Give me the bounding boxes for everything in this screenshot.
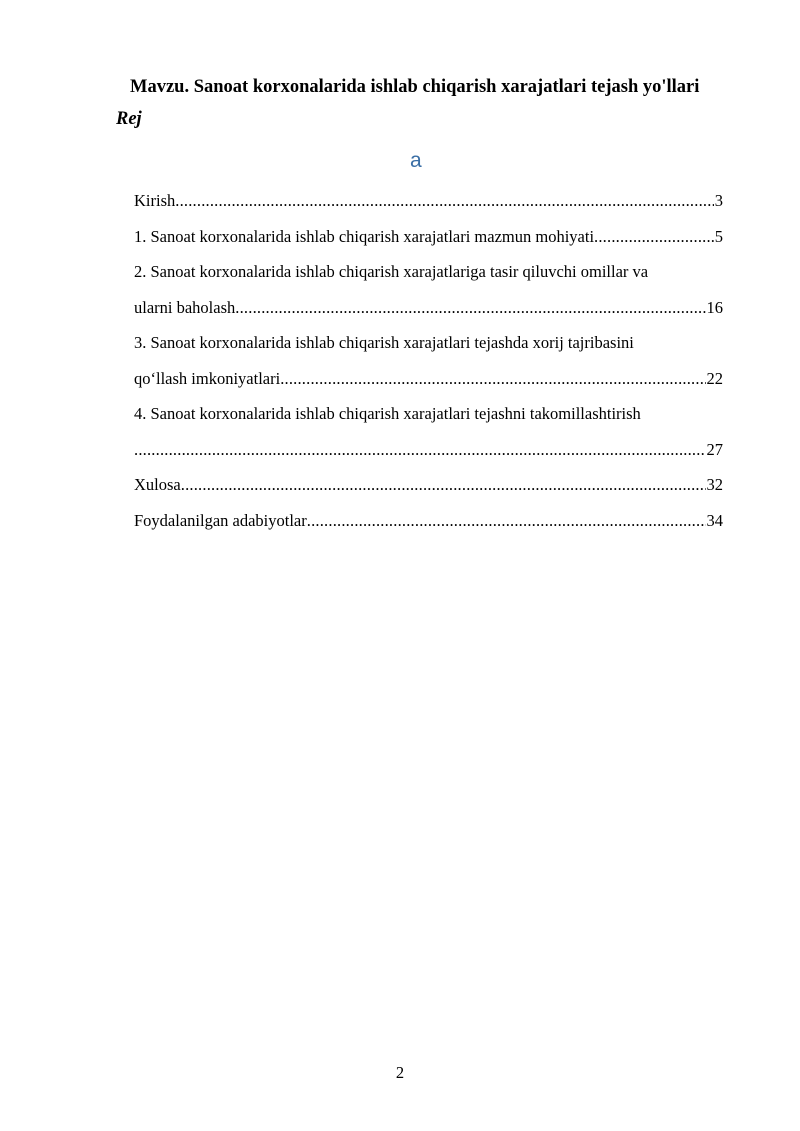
plan-heading-continuation: a <box>410 149 422 172</box>
toc-dot-leader <box>175 188 714 214</box>
toc-entry-label: 1. Sanoat korxonalarida ishlab chiqarish xarajatlari mazmun mohiyati <box>134 226 595 246</box>
toc-entry-chapter-2[interactable] <box>134 259 723 330</box>
toc-dot-leader <box>307 508 706 534</box>
toc-page-number: 5 <box>714 226 723 246</box>
page-number: 2 <box>395 1063 405 1082</box>
toc-entry-chapter-1[interactable] <box>134 224 723 260</box>
toc-dot-leader <box>235 295 705 321</box>
plan-heading: Rej <box>116 109 142 129</box>
toc-dot-leader <box>594 224 714 250</box>
toc-entry-label: Foydalanilgan adabiyotlar <box>134 510 307 530</box>
toc-page-number: 32 <box>706 475 723 494</box>
toc-entry-label-line-2: qo‘llash imkoniyatlari <box>134 368 281 388</box>
toc-entry-label: Xulosa <box>134 475 181 494</box>
toc-page-number: 22 <box>706 368 723 388</box>
toc-entry-introduction[interactable] <box>134 188 723 224</box>
table-of-contents <box>134 188 723 543</box>
toc-page-number: 34 <box>706 510 723 530</box>
document-title: Mavzu. Sanoat korxonalarida ishlab chiqarish xarajatlari tejash yo'llari <box>130 77 700 97</box>
toc-entry-references[interactable] <box>134 508 723 544</box>
toc-entry-label-line-1: 2. Sanoat korxonalarida ishlab chiqarish xarajatlariga tasir qiluvchi omillar va <box>134 262 649 281</box>
toc-entry-chapter-4[interactable] <box>134 401 723 472</box>
toc-entry-label-line-1: 4. Sanoat korxonalarida ishlab chiqarish xarajatlari tejashni takomillashtirish <box>134 404 641 423</box>
toc-entry-label-line-2: ularni baholash <box>134 297 236 317</box>
toc-page-number: 16 <box>706 297 723 317</box>
toc-page-number: 27 <box>706 439 723 459</box>
toc-dot-leader <box>181 472 706 498</box>
toc-page-number: 3 <box>714 191 723 210</box>
toc-entry-label-line-1: 3. Sanoat korxonalarida ishlab chiqarish xarajatlari tejashda xorij tajribasini <box>134 333 634 352</box>
toc-entry-conclusion[interactable] <box>134 472 723 508</box>
toc-entry-label: Kirish <box>134 191 176 210</box>
toc-dot-leader <box>280 366 705 392</box>
toc-dot-leader <box>134 437 706 463</box>
toc-entry-chapter-3[interactable] <box>134 330 723 401</box>
